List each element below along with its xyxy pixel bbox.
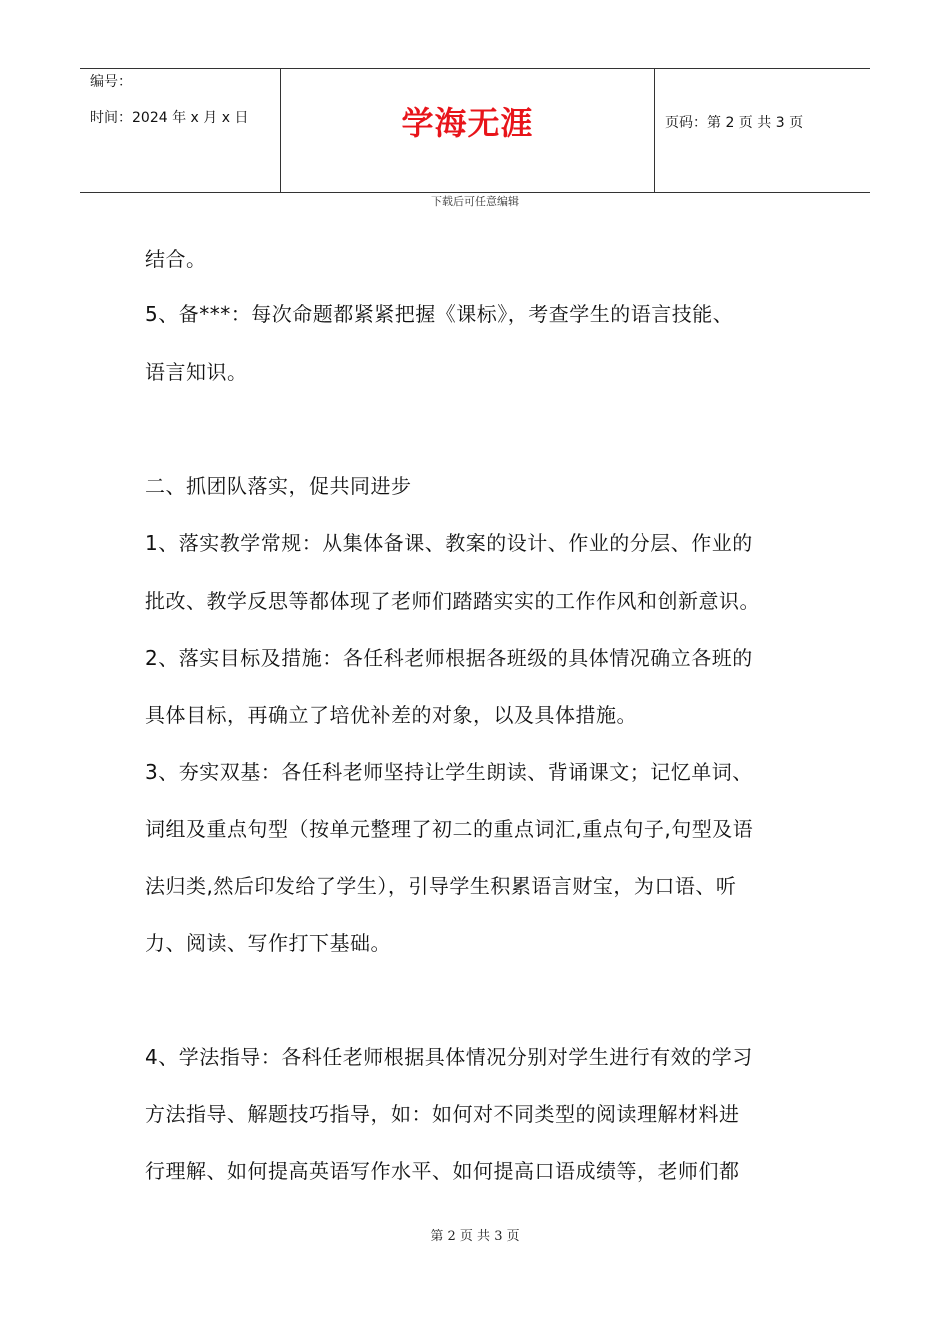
body-line: 5、备***：每次命题都紧紧把握《课标》，考查学生的语言技能、 bbox=[145, 302, 734, 326]
body-line: 词组及重点句型（按单元整理了初二的重点词汇,重点句子,句型及语 bbox=[145, 817, 754, 841]
header-middle-cell bbox=[281, 69, 655, 192]
body-line: 3、夯实双基：各任科老师坚持让学生朗读、背诵课文；记忆单词、 bbox=[145, 760, 753, 784]
body-line: 方法指导、解题技巧指导，如：如何对不同类型的阅读理解材料进 bbox=[145, 1102, 740, 1126]
body-line: 行理解、如何提高英语写作水平、如何提高口语成绩等，老师们都 bbox=[145, 1159, 740, 1183]
body-line: 2、落实目标及措施：各任科老师根据各班级的具体情况确立各班的 bbox=[145, 646, 753, 670]
body-line: 4、学法指导：各科任老师根据具体情况分别对学生进行有效的学习 bbox=[145, 1045, 753, 1069]
brand-title: 学海无涯 bbox=[401, 104, 534, 142]
document-time-label: 时间：2024 年 x 月 x 日 bbox=[90, 110, 249, 126]
section-heading: 二、抓团队落实，促共同进步 bbox=[145, 474, 412, 498]
body-line: 具体目标，再确立了培优补差的对象，以及具体措施。 bbox=[145, 703, 637, 727]
body-line: 1、落实教学常规：从集体备课、教案的设计、作业的分层、作业的 bbox=[145, 531, 753, 555]
page-footer: 第 2 页 共 3 页 bbox=[430, 1229, 520, 1244]
header-table bbox=[80, 68, 870, 193]
body-line: 批改、教学反思等都体现了老师们踏踏实实的工作作风和创新意识。 bbox=[145, 589, 760, 613]
header-left-cell bbox=[80, 69, 281, 192]
document-number-label: 编号： bbox=[90, 74, 132, 90]
edit-note: 下载后可任意编辑 bbox=[431, 195, 519, 208]
body-line: 结合。 bbox=[145, 247, 207, 271]
body-line: 力、阅读、写作打下基础。 bbox=[145, 931, 391, 955]
body-line: 语言知识。 bbox=[145, 360, 248, 384]
page-indicator: 页码：第 2 页 共 3 页 bbox=[665, 115, 804, 131]
body-line: 法归类,然后印发给了学生），引导学生积累语言财宝，为口语、听 bbox=[145, 874, 737, 898]
header-right-cell bbox=[655, 69, 870, 192]
